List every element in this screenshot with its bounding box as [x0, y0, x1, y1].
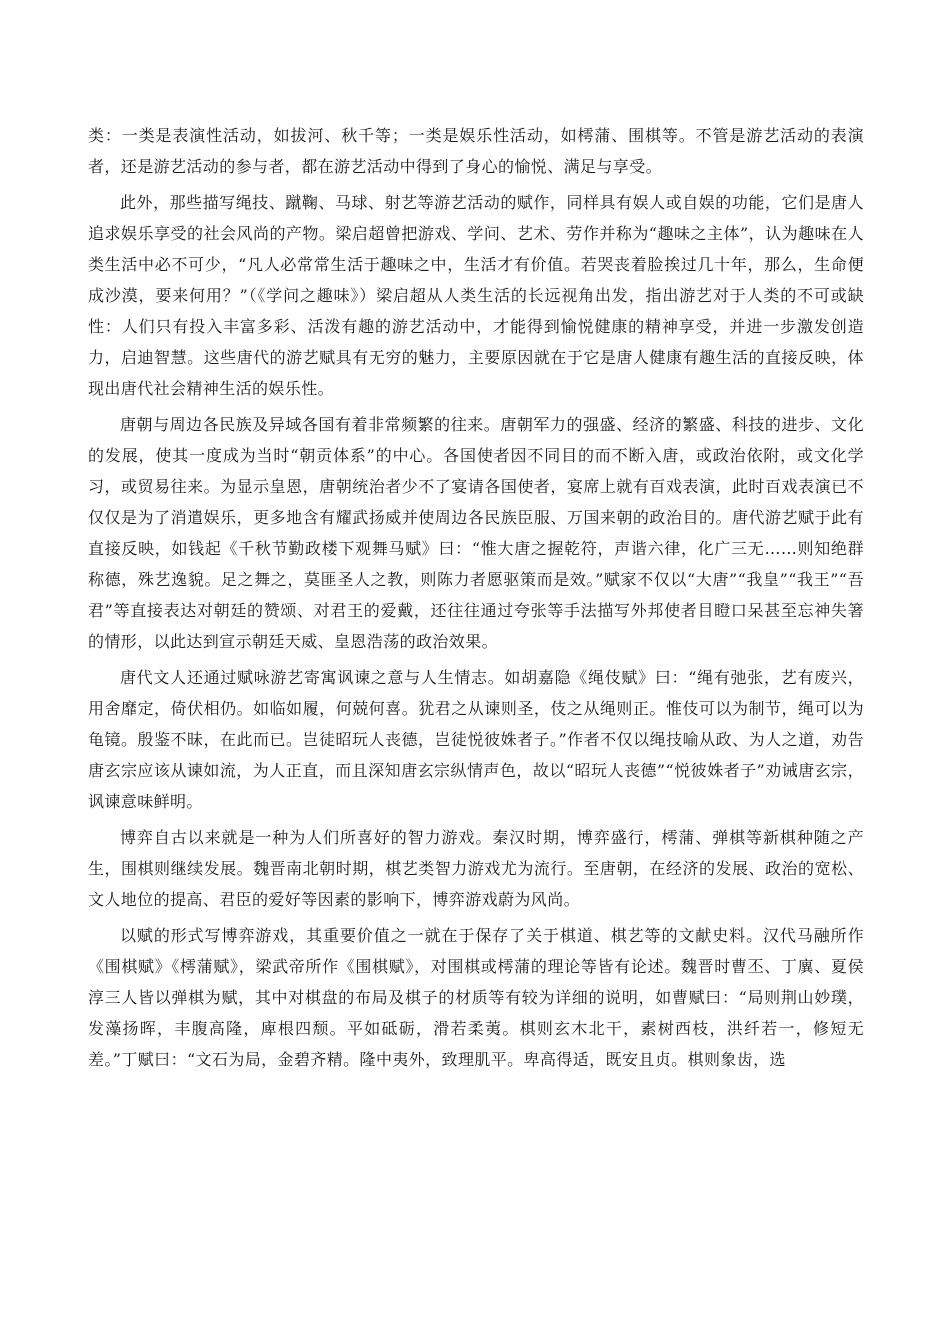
paragraph-liang-qichao: 此外，那些描写绳技、蹴鞠、马球、射艺等游艺活动的赋作，同样具有娱人或自娱的功能，它们是唐人追求娱乐享受的社会风尚的产物。梁启超曾把游戏、学问、艺术、劳作并称为“趣味之主体”，认为趣味在人类生活中必不可少，“凡人必常常生活于趣味之中，生活才有价值。若哭丧着脸挨过几十年，那么，生命便成沙漠，要来何用？”（《学问之趣味》）梁启超从人类生活的长远视角出发，指出游艺对于人类的不可或缺性：人们只有投入丰富多彩、活泼有趣的游艺活动中，才能得到愉悦健康的精神享受，并进一步激发创造力，启迪智慧。这些唐代的游艺赋具有无穷的魅力，主要原因就在于它是唐人健康有趣生活的直接反映，体现出唐代社会精神生活的娱乐性。	[88, 193, 864, 398]
paragraph-satire: 唐代文人还通过赋咏游艺寄寓讽谏之意与人生情志。如胡嘉隐《绳伎赋》曰：“绳有弛张，艺有废兴，用舍靡定，倚伏相仍。如临如履，何兢何喜。犹君之从谏则圣，伎之从绳则正。惟伎可以为制节，绳可以为龟镜。殷鉴不昧，在此而已。岂徒昭玩人丧德，岂徒悦彼姝者子。”作者不仅以绳技喻从政、为人之道，劝告唐玄宗应该从谏如流，为人正直，而且深知唐玄宗纵情声色，故以“昭玩人丧德”“悦彼姝者子”劝诫唐玄宗，讽谏意味鲜明。	[88, 668, 864, 811]
document-body	[88, 120, 864, 1080]
paragraph-chess-fu: 以赋的形式写博弈游戏，其重要价值之一就在于保存了关于棋道、棋艺等的文献史料。汉代马融所作《围棋赋》《樗蒲赋》，梁武帝所作《围棋赋》，对围棋或樗蒲的理论等皆有论述。魏晋时曹丕、丁廙、夏侯淳三人皆以弹棋为赋，其中对棋盘的布局及棋子的材质等有较为详细的说明，如曹赋曰：“局则荆山妙璞，发藻扬晖，丰腹高隆，庳根四颓。平如砥砺，滑若柔荑。棋则玄木北干，素树西枝，洪纤若一，修短无差。”丁赋曰：“文石为局，金碧齐精。隆中夷外，致理肌平。卑高得适，既安且贞。棋则象齿，选	[88, 926, 864, 1069]
paragraph-continuation: 类：一类是表演性活动，如拔河、秋千等；一类是娱乐性活动，如樗蒲、围棋等。不管是游艺活动的表演者，还是游艺活动的参与者，都在游艺活动中得到了身心的愉悦、满足与享受。	[88, 126, 864, 176]
paragraph-tribute-system: 唐朝与周边各民族及异域各国有着非常频繁的往来。唐朝军力的强盛、经济的繁盛、科技的进步、文化的发展，使其一度成为当时“朝贡体系”的中心。各国使者因不同目的而不断入唐，或政治依附，或文化学习，或贸易往来。为显示皇恩，唐朝统治者少不了宴请各国使者，宴席上就有百戏表演，此时百戏表演已不仅仅是为了消遣娱乐，更多地含有耀武扬威并使周边各民族臣服、万国来朝的政治目的。唐代游艺赋于此有直接反映，如钱起《千秋节勤政楼下观舞马赋》曰：“惟大唐之握乾符，声谐六律，化广三无……则知绝群称德，殊艺逸貌。足之舞之，莫匪圣人之教，则陈力者愿驱策而是效。”赋家不仅以“大唐”“我皇”“我王”“吾君”等直接表达对朝廷的赞颂、对君王的爱戴，还往往通过夸张等手法描写外邦使者目瞪口呆甚至忘神失箸的情形，以此达到宣示朝廷天威、皇恩浩荡的政治效果。	[88, 415, 864, 651]
paragraph-board-games: 博弈自古以来就是一种为人们所喜好的智力游戏。秦汉时期，博弈盛行，樗蒲、弹棋等新棋种随之产生，围棋则继续发展。魏晋南北朝时期，棋艺类智力游戏尤为流行。至唐朝，在经济的发展、政治的宽松、文人地位的提高、君臣的爱好等因素的影响下，博弈游戏蔚为风尚。	[88, 828, 864, 909]
